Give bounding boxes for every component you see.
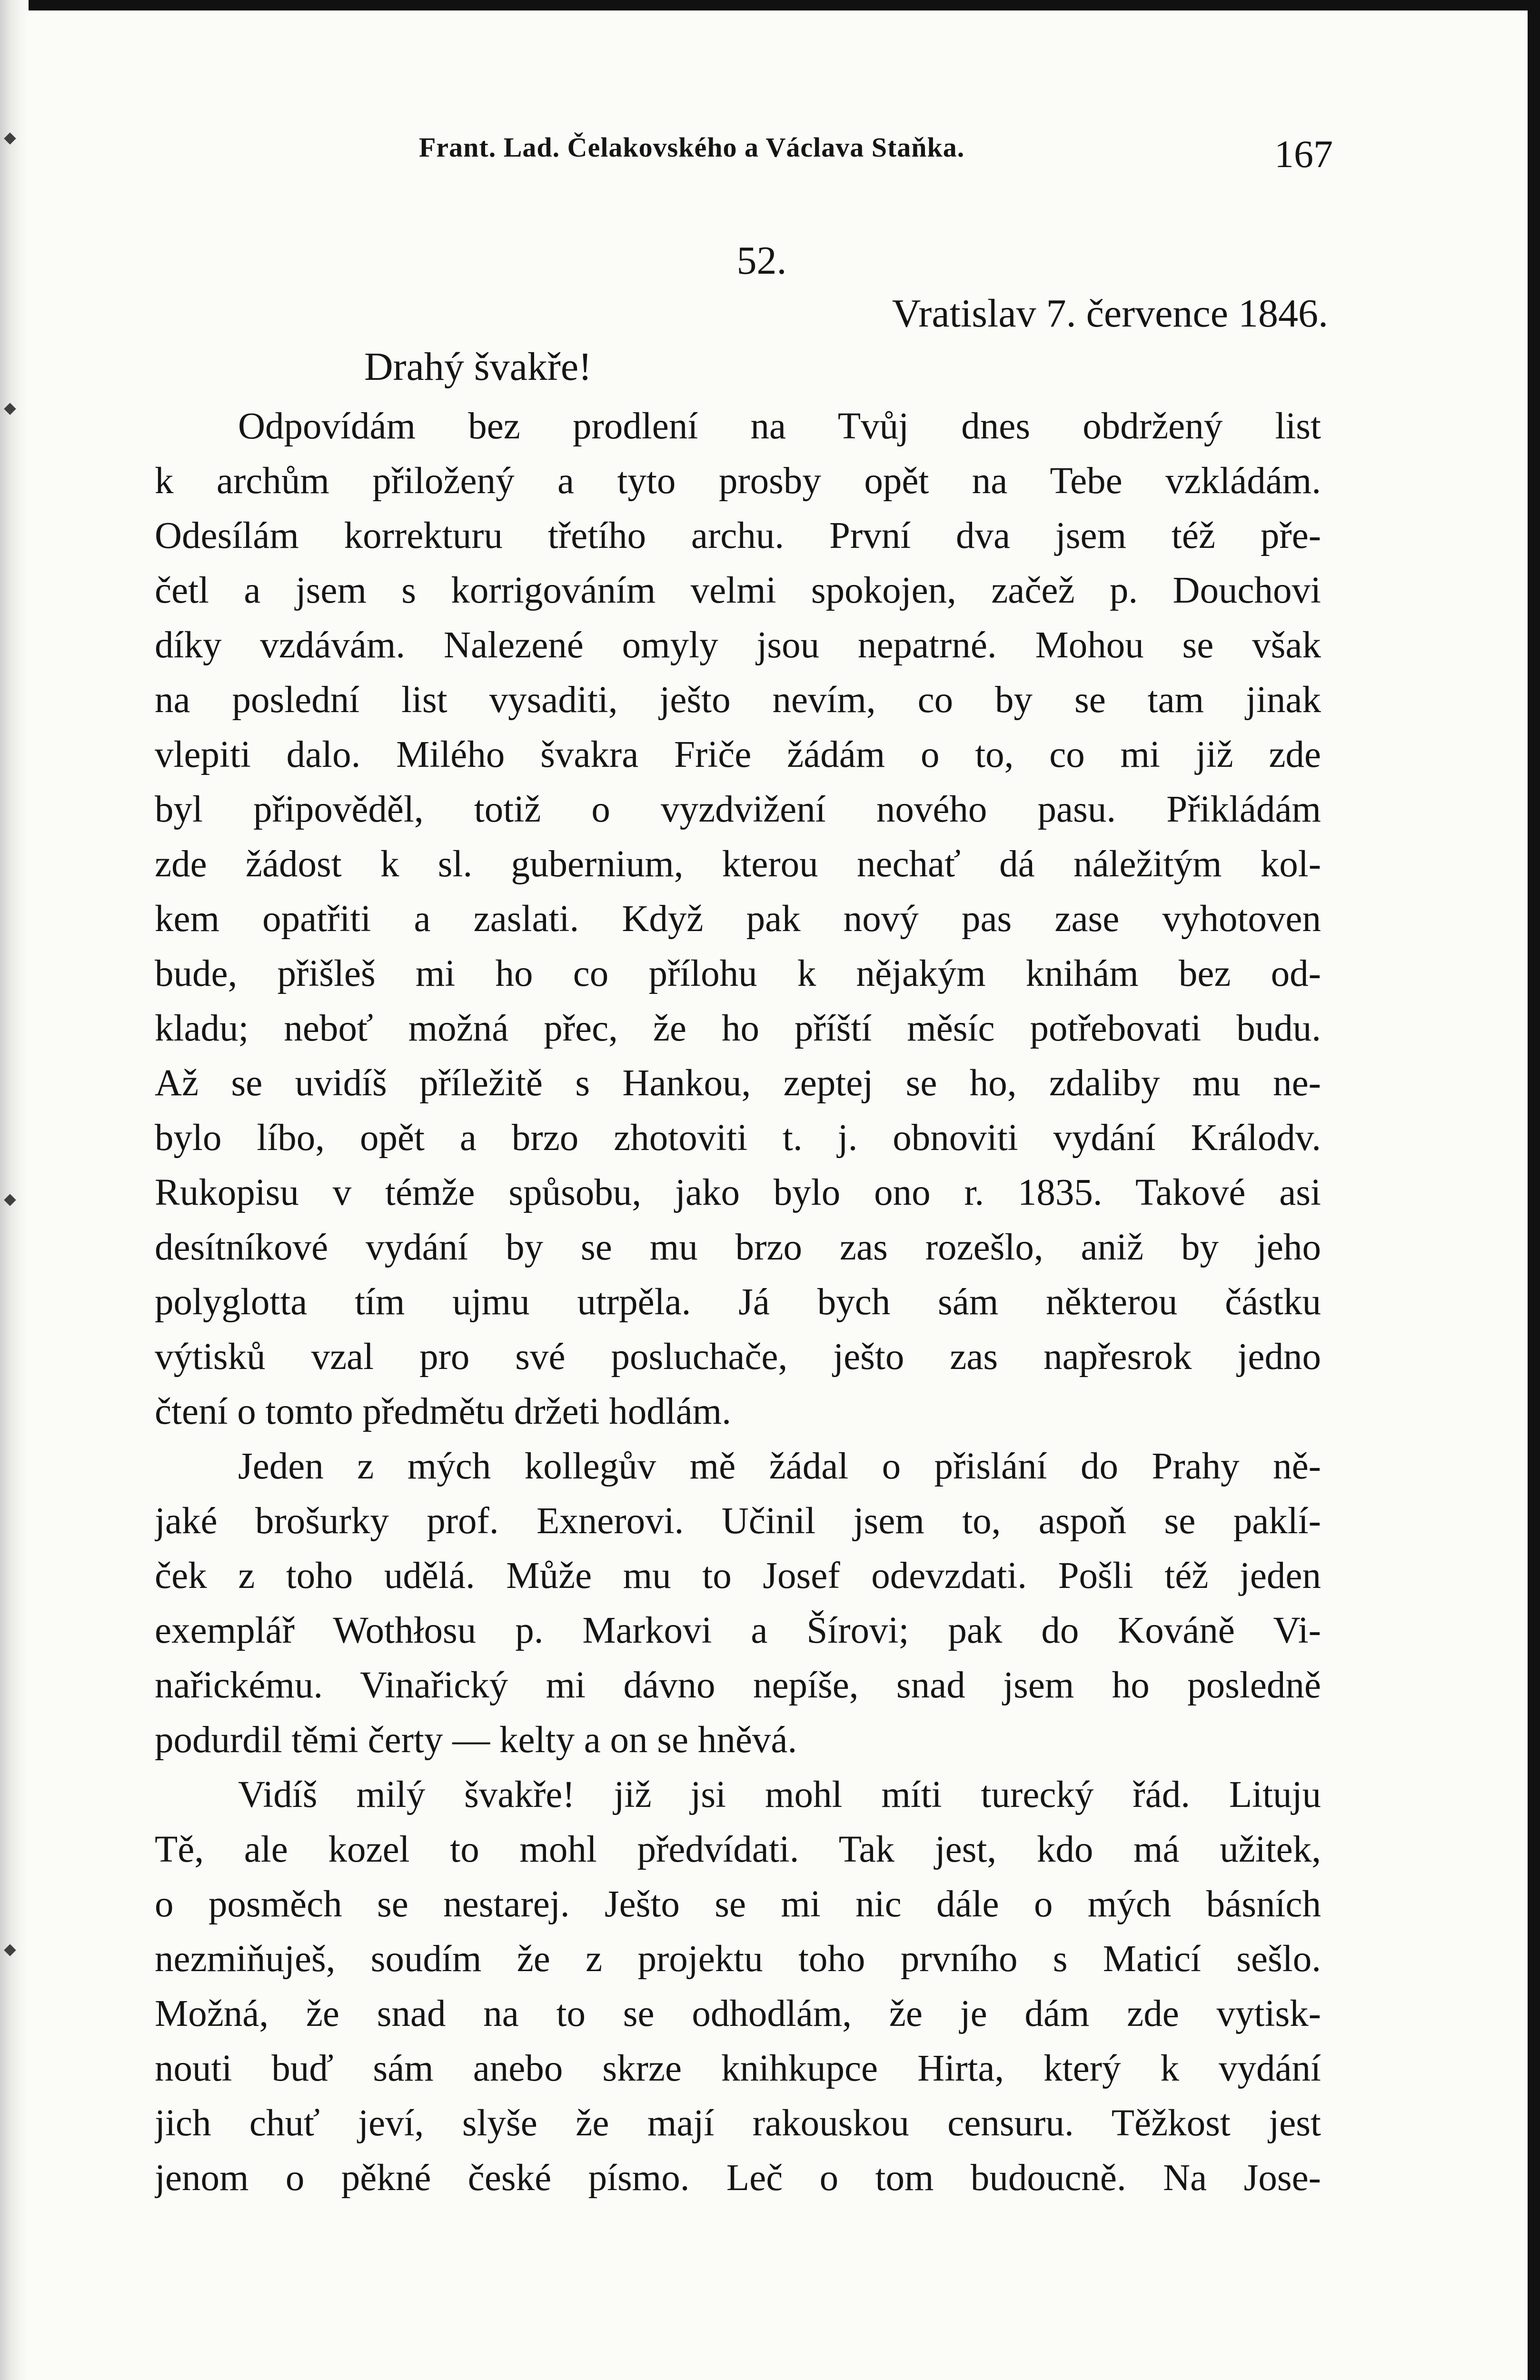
text-line: nařickému. Vinařický mi dávno nepíše, snad jsem ho posledně	[155, 1665, 1321, 1706]
text-line: bude, přišleš mi ho co přílohu k nějakým knihám bez od-	[155, 953, 1321, 994]
text-line: ček z toho udělá. Může mu to Josef odevzdati. Pošli též jeden	[155, 1555, 1321, 1597]
text-line: výtisků vzal pro své posluchače, ješto zas napřesrok jedno	[155, 1336, 1321, 1378]
text-line: Možná, že snad na to se odhodlám, že je dám zde vytisk-	[155, 1993, 1321, 2034]
letter-body	[155, 399, 1321, 2205]
text-line: Odpovídám bez prodlení na Tvůj dnes obdržený list	[238, 406, 1321, 447]
text-line: desítníkové vydání by se mu brzo zas rozešlo, aniž by jeho	[155, 1227, 1321, 1268]
text-line: Tě, ale kozel to mohl předvídati. Tak jest, kdo má užitek,	[155, 1829, 1321, 1870]
text-line: jich chuť jeví, slyše že mají rakouskou censuru. Těžkost jest	[155, 2102, 1321, 2144]
scan-right-border	[1528, 0, 1540, 2380]
text-line: nouti buď sám anebo skrze knihkupce Hirta, který k vydání	[155, 2048, 1321, 2089]
text-line: byl připověděl, totiž o vyzdvižení nového pasu. Přikládám	[155, 789, 1321, 830]
text-line: četl a jsem s korrigováním velmi spokojen, začež p. Douchovi	[155, 570, 1321, 611]
text-line: polyglotta tím ujmu utrpěla. Já bych sám některou částku	[155, 1281, 1321, 1323]
text-line: k archům přiložený a tyto prosby opět na Tebe vzkládám.	[155, 460, 1321, 502]
text-line: jaké brošurky prof. Exnerovi. Učinil jsem to, aspoň se paklí-	[155, 1500, 1321, 1542]
text-line: o posměch se nestarej. Ješto se mi nic dále o mých básních	[155, 1884, 1321, 1925]
text-line: Rukopisu v témže spůsobu, jako bylo ono r. 1835. Takové asi	[155, 1172, 1321, 1213]
page-number: 167	[1274, 132, 1333, 176]
text-line: Odesílám korrekturu třetího archu. První dva jsem též pře-	[155, 515, 1321, 556]
text-line: podurdil těmi čerty — kelty a on se hněvá.	[155, 1719, 797, 1761]
letter-dateline: Vratislav 7. července 1846.	[892, 291, 1328, 336]
scan-top-border	[0, 0, 1540, 10]
text-line: jenom o pěkné české písmo. Leč o tom budoucně. Na Jose-	[155, 2157, 1321, 2199]
text-line: kladu; neboť možná přec, že ho příští měsíc potřebovati budu.	[155, 1008, 1321, 1049]
letter-number: 52.	[736, 238, 787, 283]
text-line: Až se uvidíš příležitě s Hankou, zeptej se ho, zdaliby mu ne-	[155, 1062, 1321, 1104]
text-line: vlepiti dalo. Milého švakra Friče žádám o to, co mi již zde	[155, 734, 1321, 775]
text-line: Jeden z mých kollegův mě žádal o přislání do Prahy ně-	[238, 1446, 1321, 1487]
page-binding-shadow	[0, 0, 29, 2380]
text-line: Vidíš milý švakře! již jsi mohl míti turecký řád. Lituju	[238, 1774, 1321, 1815]
text-line: čtení o tomto předmětu držeti hodlám.	[155, 1391, 731, 1432]
text-line: bylo líbo, opět a brzo zhotoviti t. j. obnoviti vydání Králodv.	[155, 1117, 1321, 1159]
text-line: kem opatřiti a zaslati. Když pak nový pas zase vyhotoven	[155, 898, 1321, 940]
running-head: Frant. Lad. Čelakovského a Václava Staňka.	[419, 132, 965, 163]
text-line: díky vzdávám. Nalezené omyly jsou nepatrné. Mohou se však	[155, 625, 1321, 666]
letter-salutation: Drahý švakře!	[364, 345, 592, 389]
text-line: zde žádost k sl. gubernium, kterou nechať dá náležitým kol-	[155, 843, 1321, 885]
text-line: exemplář Wothłosu p. Markovi a Šírovi; pak do Kováně Vi-	[155, 1610, 1321, 1651]
text-line: na poslední list vysaditi, ješto nevím, co by se tam jinak	[155, 679, 1321, 721]
text-line: nezmiňuješ, soudím že z projektu toho prvního s Maticí sešlo.	[155, 1938, 1321, 1980]
